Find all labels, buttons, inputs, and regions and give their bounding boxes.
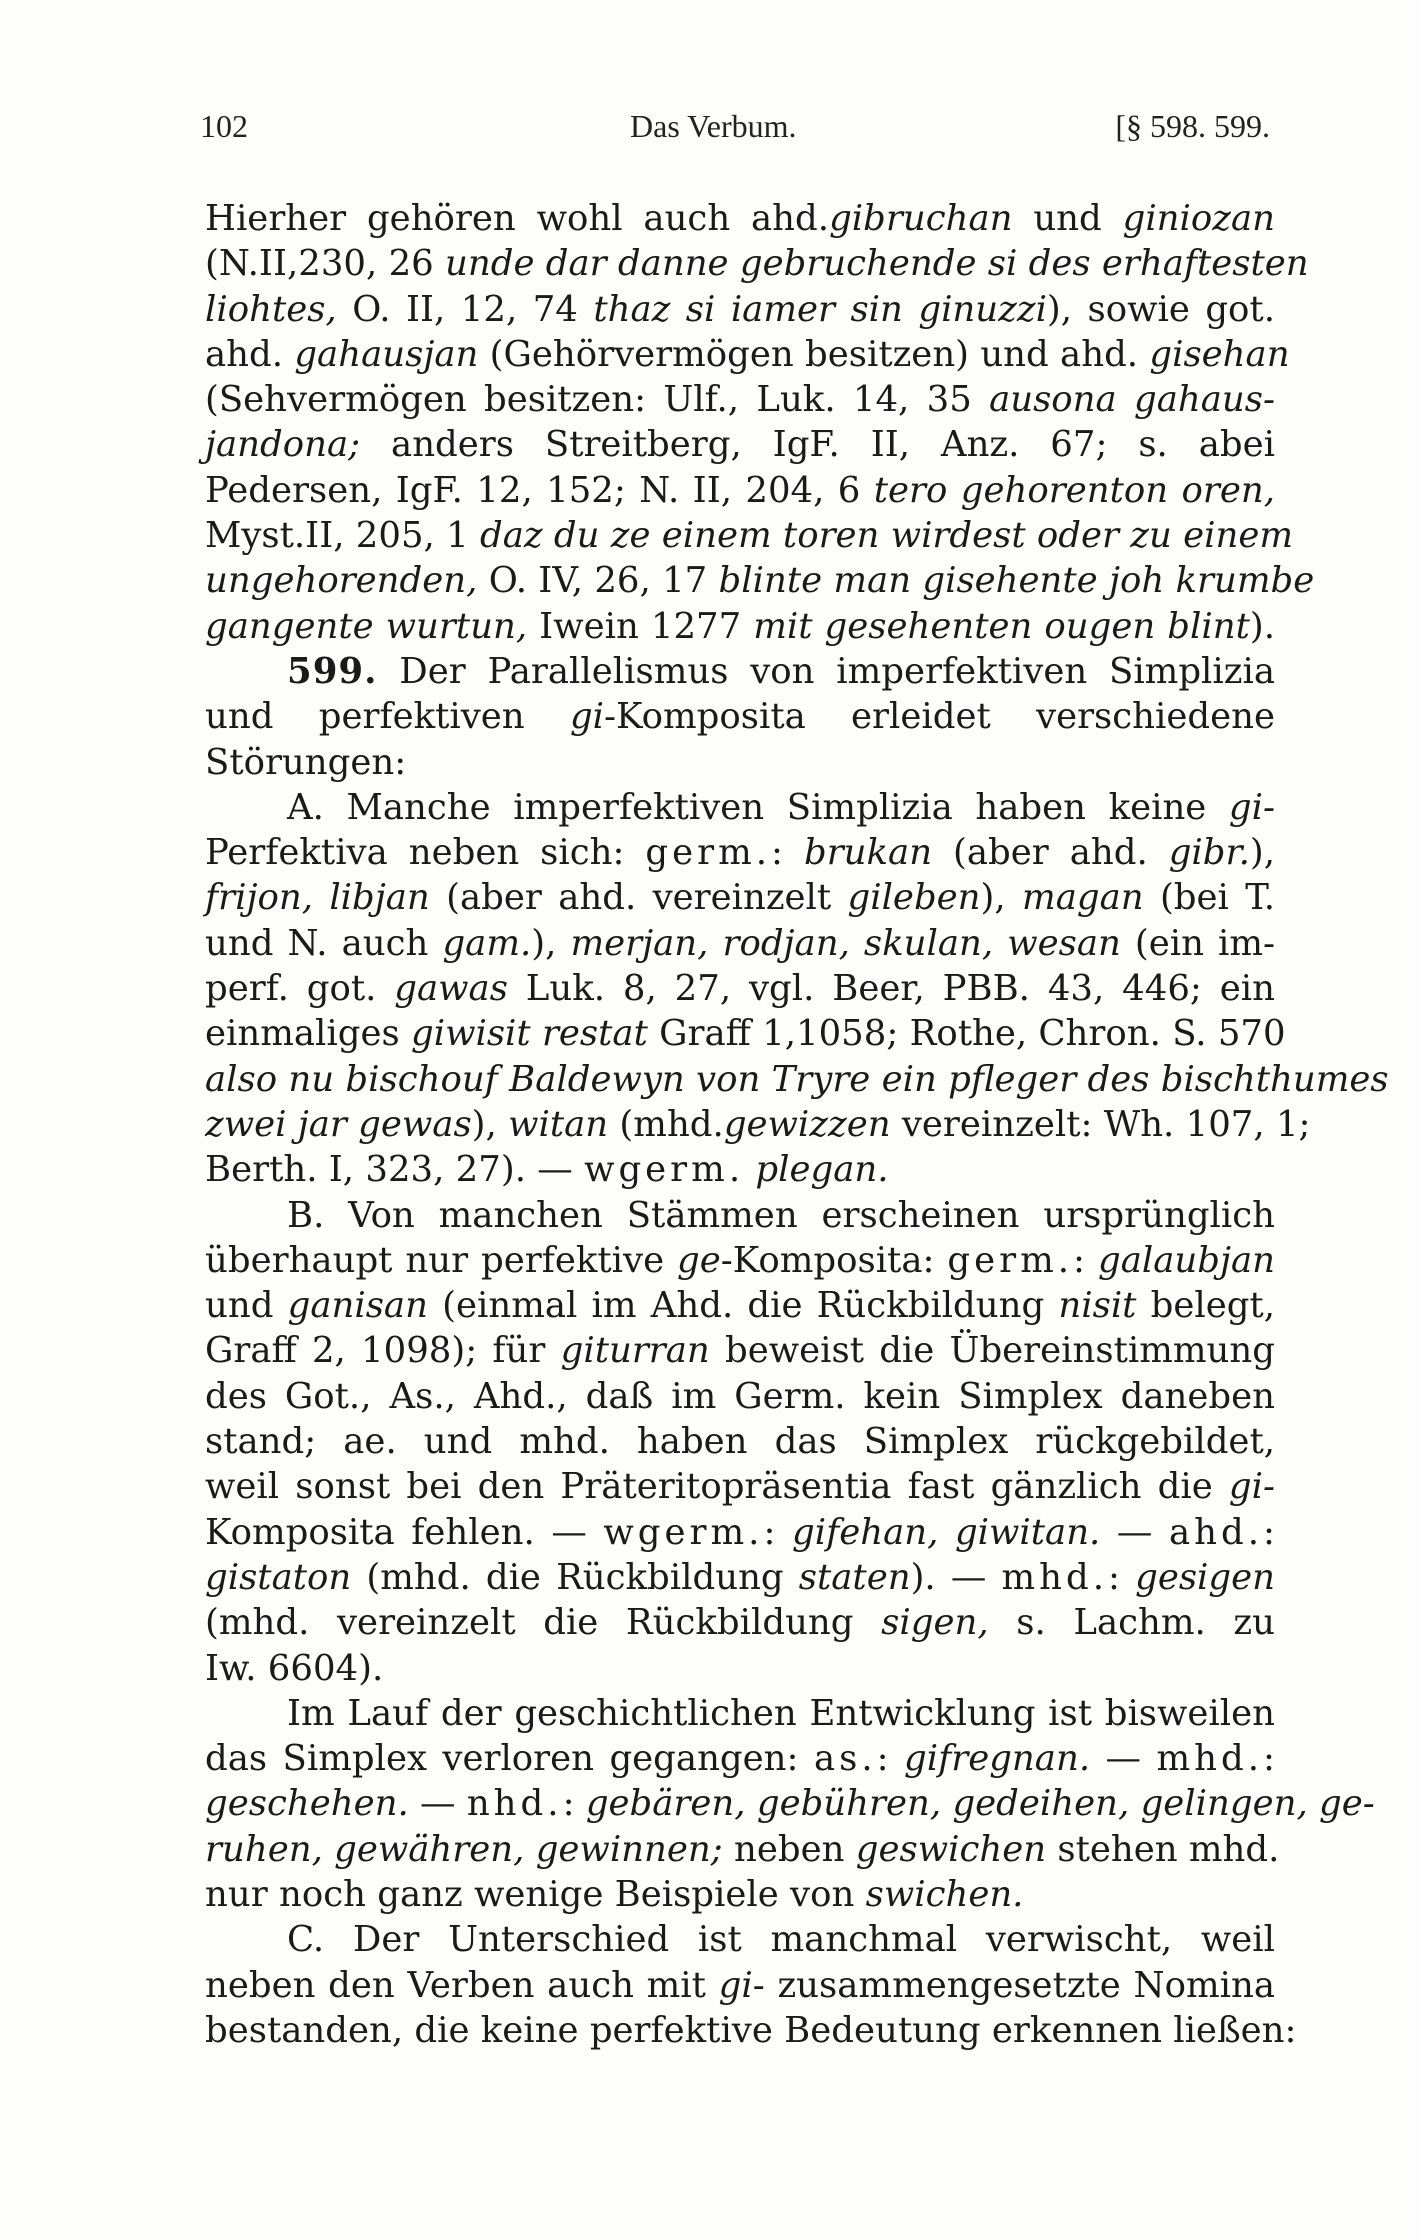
text-run: Der Parallelismus von imperfektiven Simplizia <box>377 650 1275 692</box>
italic-word: gi- <box>1228 1466 1275 1508</box>
text-run: nhd. <box>466 1783 563 1825</box>
text-run <box>744 1149 755 1190</box>
italic-word: magan <box>1022 877 1144 919</box>
text-line <box>205 1419 1275 1464</box>
text-line <box>205 1328 1275 1373</box>
text-run: Graff 1,1058; Rothe, Chron. S. 570 <box>647 1013 1286 1055</box>
italic-word: giwisit restat <box>411 1013 648 1055</box>
text-run: bestanden, die keine perfektive Bedeutung erkennen ließen: <box>205 2009 1297 2051</box>
italic-word: plegan. <box>755 1149 889 1191</box>
italic-word: gifregnan. <box>904 1738 1091 1780</box>
text-run: - zusammengesetzte Nomina <box>752 1964 1276 2006</box>
text-run: mhd. <box>1001 1556 1108 1598</box>
italic-word: tero gehorenton oren, <box>873 469 1275 511</box>
text-run: Störungen: <box>205 741 407 783</box>
text-run: und perfektiven <box>205 696 570 738</box>
text-run: O. IV, 26, 17 <box>477 560 719 602</box>
text-run: B. Von manchen Stämmen erscheinen ursprünglich <box>287 1194 1275 1236</box>
text-run: (ein im- <box>1120 922 1276 964</box>
text-run: (aber ahd. vereinzelt <box>429 877 848 919</box>
text-run: -Komposita: <box>720 1239 948 1281</box>
text-line <box>205 513 1294 558</box>
text-line <box>205 196 1275 241</box>
text-run: Graff 2, 1098); für <box>205 1330 561 1372</box>
text-line <box>205 1691 1275 1736</box>
text-line <box>205 1827 1280 1872</box>
italic-word: ungehorenden, <box>205 560 478 602</box>
text-run: beweist die Übereinstimmung <box>709 1330 1275 1372</box>
body-text <box>205 196 1389 2053</box>
text-run: (N.II,230, 26 <box>205 243 446 285</box>
text-line <box>205 1147 1275 1192</box>
italic-word: thaz si iamer sin ginuzzi <box>593 288 1047 330</box>
italic-word: gebären, gebühren, gedeihen, gelingen, ge- <box>585 1783 1375 1825</box>
text-line <box>205 1057 1389 1102</box>
italic-word: staten <box>798 1556 911 1598</box>
italic-word: gileben <box>847 877 981 919</box>
text-run: des Got., As., Ahd., daß im Germ. kein Simplex daneben <box>205 1375 1275 1417</box>
text-run: s. Lachm. zu <box>988 1602 1275 1644</box>
text-run: ahd. <box>1168 1511 1264 1553</box>
text-run: (Sehvermögen besitzen: Ulf., Luk. 14, 35 <box>205 379 990 421</box>
text-run: : <box>1073 1239 1098 1281</box>
italic-word: merjan, rodjan, skulan, wesan <box>570 922 1121 964</box>
text-line <box>205 422 1275 467</box>
text-line <box>205 875 1275 920</box>
italic-word: witan <box>508 1103 609 1145</box>
text-run: — <box>408 1783 467 1825</box>
italic-word: giturran <box>560 1330 710 1372</box>
text-run: und <box>205 1285 288 1327</box>
text-run: Iw. 6604). <box>205 1647 384 1689</box>
text-run: : <box>771 832 804 874</box>
italic-word: gangente wurtun, <box>205 605 528 647</box>
text-line <box>205 830 1275 875</box>
italic-word: gam. <box>442 922 532 964</box>
text-run: germ. <box>645 832 772 874</box>
text-line <box>205 1781 1375 1826</box>
text-line <box>205 1917 1275 1962</box>
text-run: perf. got. <box>205 968 395 1010</box>
italic-word: swichen. <box>865 1873 1024 1915</box>
text-line <box>205 1193 1275 1238</box>
text-run: Pedersen, IgF. 12, 152; N. II, 204, 6 <box>205 469 874 511</box>
italic-word: ge <box>677 1239 721 1281</box>
text-run: (bei T. <box>1143 877 1275 919</box>
italic-word: gistaton <box>205 1556 352 1598</box>
text-run: : <box>1263 1738 1276 1780</box>
running-title: Das Verbum. <box>630 108 797 144</box>
text-line <box>205 1963 1275 2008</box>
text-run: anders Streitberg, IgF. II, Anz. 67; s. abei <box>360 424 1275 466</box>
text-run: und N. auch <box>205 922 443 964</box>
text-run: (Gehörvermögen besitzen) und ahd. <box>478 333 1150 375</box>
text-run: neben den Verben auch mit <box>205 1964 719 2006</box>
text-run: germ. <box>947 1239 1074 1281</box>
text-line <box>205 241 1309 286</box>
text-run: mhd. <box>1156 1738 1264 1780</box>
text-line <box>205 1102 1311 1147</box>
text-line <box>205 966 1275 1011</box>
italic-word: jandona; <box>205 424 361 466</box>
text-line <box>205 1600 1275 1645</box>
italic-word: nisit <box>1058 1285 1137 1327</box>
text-line <box>205 468 1275 513</box>
text-line <box>205 332 1290 377</box>
text-run: Luk. 8, 27, vgl. Beer, PBB. 43, 446; ein <box>507 968 1275 1010</box>
italic-word: gibr. <box>1168 832 1250 874</box>
text-line <box>205 1238 1275 1283</box>
text-run: — <box>1100 1511 1169 1553</box>
italic-word: sigen, <box>881 1602 989 1644</box>
italic-word: brukan <box>803 832 933 874</box>
text-line <box>205 2008 1297 2053</box>
text-line <box>205 1510 1275 1555</box>
text-run: (mhd. vereinzelt die Rückbildung <box>205 1602 882 1644</box>
text-line <box>205 1011 1286 1056</box>
text-run: weil sonst bei den Präteritopräsentia fast gänzlich die <box>205 1466 1229 1508</box>
text-run: belegt, <box>1136 1285 1275 1327</box>
text-run: — <box>1090 1738 1157 1780</box>
italic-word: ausona gahaus- <box>989 379 1275 421</box>
italic-word: gahausjan <box>294 333 479 375</box>
text-run: ), <box>531 922 571 964</box>
italic-word: ruhen, gewähren, gewinnen; <box>205 1828 723 1870</box>
text-run: : <box>1108 1556 1136 1598</box>
text-run: (mhd. die Rückbildung <box>351 1556 799 1598</box>
text-run: as. <box>813 1738 877 1780</box>
text-run: ). <box>1249 605 1275 647</box>
text-line <box>205 1872 1275 1917</box>
text-run: stehen mhd. <box>1046 1828 1280 1870</box>
italic-word: gesigen <box>1135 1556 1275 1598</box>
italic-word: gi <box>718 1964 753 2006</box>
text-run: (mhd. <box>608 1103 724 1145</box>
italic-word: unde dar danne gebruchende si des erhaftesten <box>445 243 1309 285</box>
text-run: ahd. <box>205 333 295 375</box>
text-line <box>205 377 1275 422</box>
text-line <box>205 649 1275 694</box>
running-header <box>200 108 1280 158</box>
text-run: : <box>1263 1511 1275 1553</box>
text-run: : <box>876 1738 905 1780</box>
text-run: ), <box>980 877 1023 919</box>
text-run: C. Der Unterschied ist manchmal verwischt, weil <box>287 1919 1275 1961</box>
text-run: das Simplex verloren gegangen: <box>205 1738 814 1780</box>
italic-word: gibruchan <box>829 198 1013 239</box>
text-run: (einmal im Ahd. die Rückbildung <box>427 1285 1059 1327</box>
text-run: -Komposita erleidet verschiedene <box>604 696 1275 738</box>
italic-word: gifehan, giwitan. <box>791 1511 1101 1553</box>
italic-word: geschehen. <box>205 1783 409 1825</box>
text-run: ), <box>1249 832 1276 874</box>
text-run: Iwein 1277 <box>527 605 754 647</box>
text-run: neben <box>722 1828 856 1870</box>
text-line <box>205 921 1275 966</box>
text-line <box>205 694 1275 739</box>
text-run: O. II, 12, 74 <box>336 288 594 330</box>
italic-word: galaubjan <box>1097 1239 1276 1281</box>
text-line <box>205 1646 1275 1691</box>
text-run: Myst.II, 205, 1 <box>205 515 480 557</box>
text-run: A. Manche imperfektiven Simplizia haben keine <box>287 786 1229 828</box>
italic-word: daz du ze einem toren wirdest oder zu einem <box>480 515 1294 557</box>
italic-word: mit gesehenten ougen blint <box>753 605 1250 647</box>
italic-word: gi <box>569 696 605 738</box>
text-run: einmaliges <box>205 1013 411 1055</box>
italic-word: gi- <box>1228 786 1275 828</box>
text-line <box>205 785 1275 830</box>
italic-word: also nu bischouf Baldewyn von Tryre ein pfleger des bischthumes <box>205 1058 1389 1100</box>
page-number: 102 <box>200 108 248 144</box>
section-reference: [§ 598. 599. <box>1115 108 1270 144</box>
italic-word: ganisan <box>287 1285 428 1327</box>
text-run: Berth. I, 323, 27). — <box>205 1149 585 1191</box>
italic-word: geswichen <box>855 1828 1047 1870</box>
text-run: überhaupt nur perfektive <box>205 1239 678 1281</box>
text-run: (aber ahd. <box>932 832 1169 874</box>
italic-word: frijon, libjan <box>205 877 430 919</box>
text-run: nur noch ganz wenige Beispiele von <box>205 1873 866 1915</box>
text-line <box>205 1283 1275 1328</box>
italic-word: liohtes, <box>205 288 337 330</box>
italic-word: gewizzen <box>723 1103 891 1145</box>
text-line <box>205 1736 1275 1781</box>
text-run: und <box>1012 198 1123 239</box>
text-run: : <box>562 1783 586 1825</box>
text-line <box>205 1464 1275 1509</box>
text-run: ), sowie got. <box>1046 288 1275 330</box>
italic-word: giniozan <box>1122 198 1275 239</box>
text-run: Perfektiva neben sich: <box>205 832 646 874</box>
text-line <box>205 740 1275 785</box>
text-run: ). — <box>910 1556 1002 1598</box>
text-line <box>205 558 1315 603</box>
italic-word: zwei jar gewas <box>205 1103 472 1145</box>
section-number: 599. <box>287 650 378 692</box>
text-line <box>205 1555 1275 1600</box>
italic-word: gisehan <box>1149 333 1290 375</box>
text-line <box>205 287 1275 332</box>
text-line <box>205 1374 1275 1419</box>
text-run: stand; ae. und mhd. haben das Simplex rückgebildet, <box>205 1421 1275 1463</box>
text-run: Im Lauf der geschichtlichen Entwicklung ist bisweilen <box>287 1692 1275 1734</box>
text-run: Hierher gehören wohl auch ahd. <box>205 198 830 239</box>
text-run: : <box>763 1511 792 1553</box>
text-run: wgerm. <box>584 1149 745 1191</box>
italic-word: gawas <box>394 968 508 1010</box>
text-line <box>205 604 1275 649</box>
italic-word: blinte man gisehente joh krumbe <box>718 560 1315 602</box>
text-run: vereinzelt: Wh. 107, 1; <box>890 1103 1311 1145</box>
text-run: wgerm. <box>603 1511 764 1553</box>
text-run: Komposita fehlen. — <box>205 1511 604 1553</box>
text-run: ), <box>471 1103 509 1145</box>
